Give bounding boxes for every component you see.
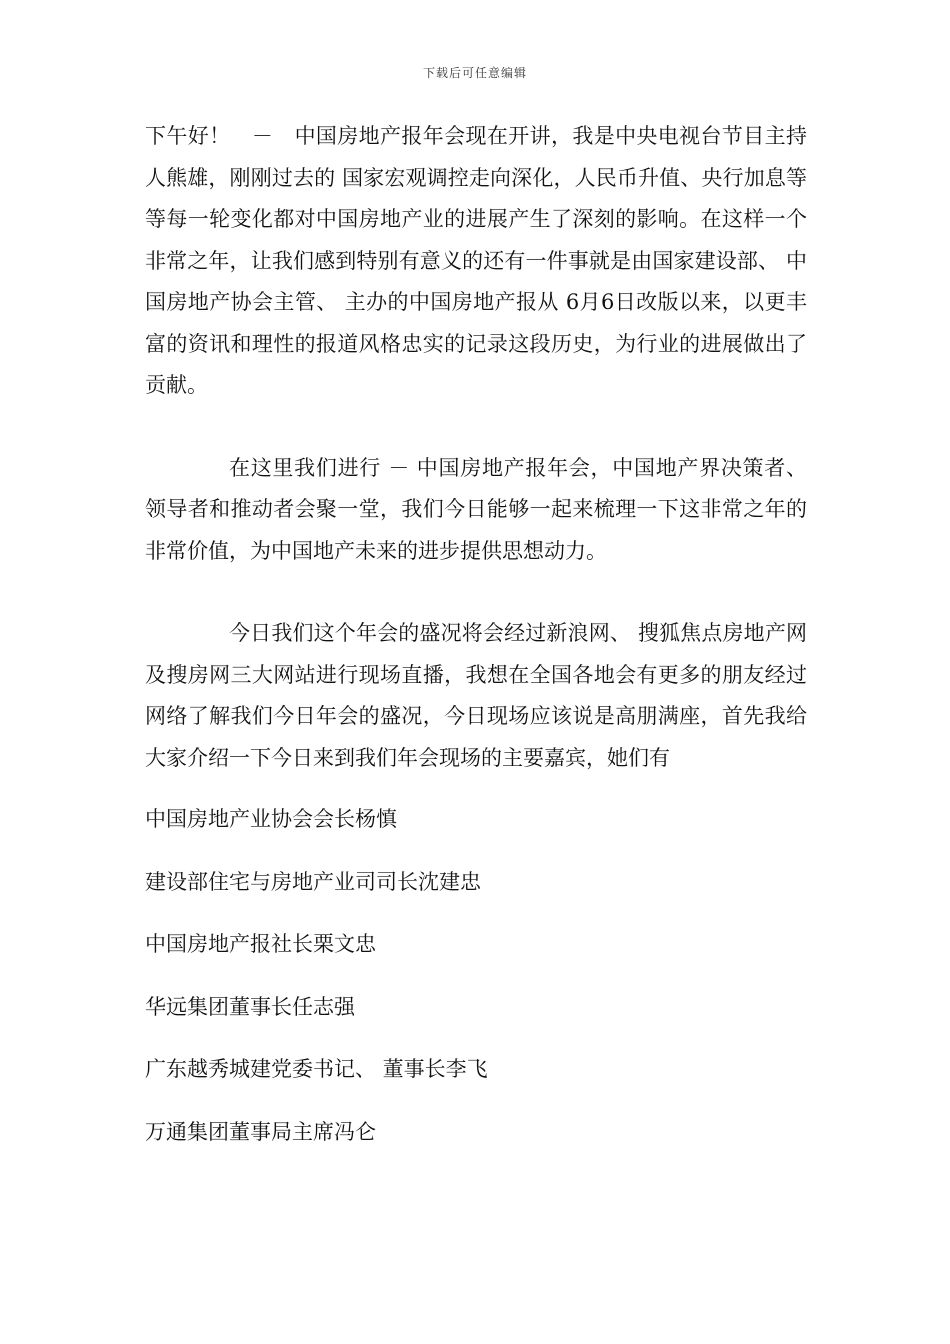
guest-item: 华远集团董事长任志强 [145, 994, 355, 1019]
guest-item: 建设部住宅与房地产业司司长沈建忠 [145, 869, 481, 894]
guest-item: 中国房地产报社长栗文忠 [145, 932, 376, 956]
paragraph-gap [145, 407, 807, 448]
paragraph-gap [145, 572, 807, 613]
paragraph-gathering: 在这里我们进行 － 中国房地产报年会，中国地产界决策者、 领导者和推动者会聚一堂，我们今日能够一起来梳理一下这非常之年的非常价值，为中国地产未来的进步提供思想动力。 [145, 455, 807, 563]
header-note: 下载后可任意编辑 [422, 66, 527, 80]
guest-item: 广东越秀城建党委书记、 董事长李飞 [145, 1057, 488, 1081]
guest-item: 中国房地产业协会会长杨慎 [145, 807, 397, 831]
document-body [145, 116, 807, 1179]
paragraph-opening: 下午好！ － 中国房地产报年会现在开讲，我是中央电视台节目主持人熊雄，刚刚过去的 国家宏观调控走向深化，人民币升值、央行加息等等每一轮变化都对中国房地产业的进展产生了深刻的影响。在这样一个非常之年，让我们感到特别有意义的还有一件事就是由国家建设部、 中国房地产协会主管、 主办的中国房地产报从 6月6日改版以来，以更丰富的资讯和理性的报道风格忠实的记录这段历史，为行业的进展做出了贡献。 [145, 124, 807, 397]
guest-item: 万通集团董事局主席冯仑 [145, 1119, 376, 1144]
paragraph-broadcast: 今日我们这个年会的盛况将会经过新浪网、 搜狐焦点房地产网及搜房网三大网站进行现场直播，我想在全国各地会有更多的朋友经过网络了解我们今日年会的盛况，今日现场应该说是高朋满座，首先我给大家介绍一下今日来到我们年会现场的主要嘉宾，她们有 [145, 621, 807, 770]
guest-list [145, 804, 807, 1147]
